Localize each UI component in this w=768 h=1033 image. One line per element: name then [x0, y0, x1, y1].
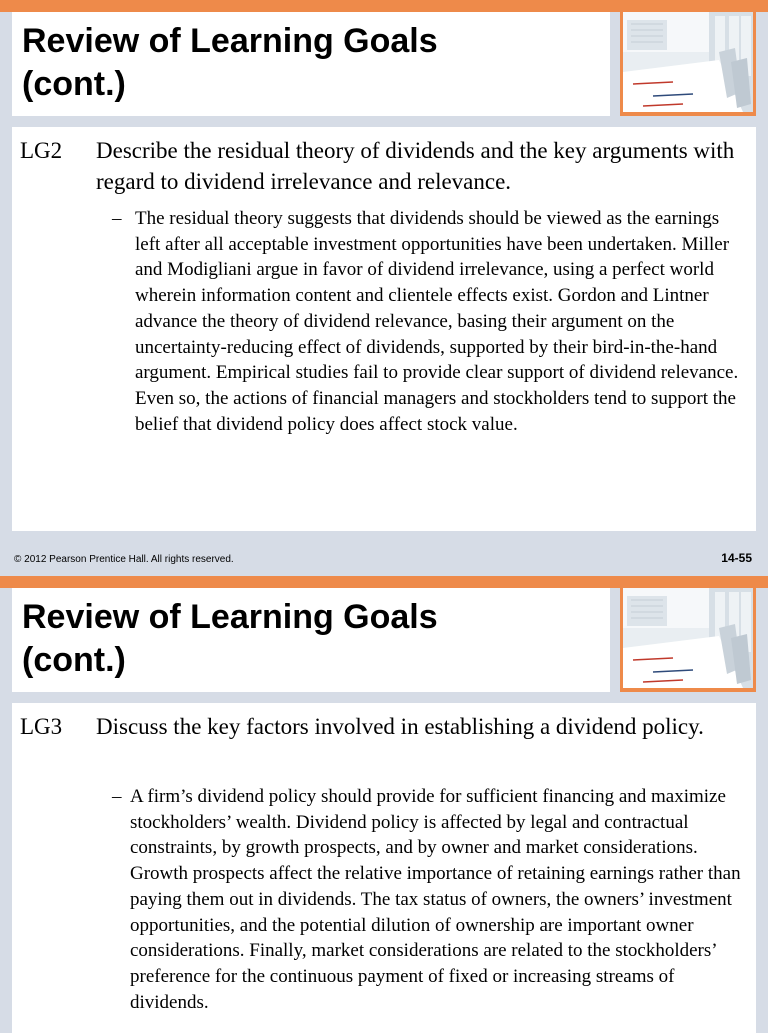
content-box	[12, 127, 756, 531]
bullet-text: The residual theory suggests that dividends should be viewed as the earnings left after all acceptable investment opportunities have been undertaken. Miller and Modigliani argue in favor of dividend irrelevance, using a perfect world wherein information content and clientele effects exist. Gordon and Lintner advance the theory of dividend relevance, basing their argument on the uncertainty-reducing effect of dividends, supported by their bird-in-the-hand argument. Empirical studies fail to provide clear support of dividend relevance. Even so, the actions of financial managers and stockholders tend to support the belief that dividend policy does affect stock value.	[135, 208, 739, 435]
learning-goal-code: LG3	[20, 714, 63, 739]
learning-goal-text: Describe the residual theory of dividends and the key arguments with regard to dividend irrelevance and relevance.	[96, 138, 735, 194]
learning-goal-text: Discuss the key factors involved in establishing a dividend policy.	[96, 714, 704, 739]
slide-title	[22, 596, 602, 682]
learning-goal-code: LG2	[20, 138, 63, 163]
title-line-1: Review of Learning Goals	[22, 598, 438, 636]
title-line-1: Review of Learning Goals	[22, 22, 438, 60]
title-line-2: (cont.)	[22, 65, 126, 103]
conference-room-photo-icon	[620, 588, 756, 692]
conference-room-photo-icon	[620, 12, 756, 116]
slide-14-56	[0, 576, 768, 1024]
bullet-text: A firm’s dividend policy should provide for sufficient financing and maximize stockholders’ wealth. Dividend policy is affected by legal and contractual constraints, by growth prospects, and by owner and market considerations. Growth prospects affect the relative importance of retaining earnings rather than paying them out in dividends. The tax status of owners, the owners’ investment opportunities, and the potential dilution of ownership are important owner considerations. Finally, market considerations are related to the stockholders’ preference for the continuous payment of fixed or increasing streams of dividends.	[130, 786, 741, 1013]
bullet-marker: –	[112, 208, 122, 229]
title-box	[12, 12, 610, 116]
footer-copyright: © 2012 Pearson Prentice Hall. All rights reserved.	[14, 554, 234, 565]
top-accent-bar	[0, 0, 768, 12]
title-line-2: (cont.)	[22, 641, 126, 679]
footer-page-number: 14-55	[721, 551, 752, 565]
title-box	[12, 588, 610, 692]
content-box	[12, 703, 756, 1033]
slide-title	[22, 20, 602, 106]
bullet-marker: –	[112, 786, 122, 807]
top-accent-bar	[0, 576, 768, 588]
